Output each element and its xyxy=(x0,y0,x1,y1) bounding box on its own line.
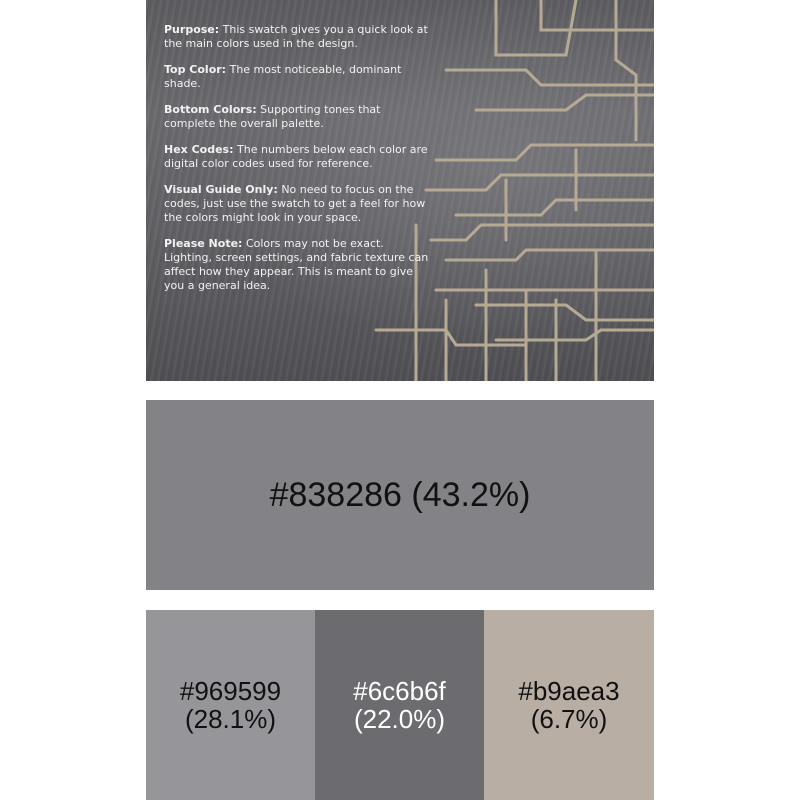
dominant-color-label: #838286 (43.2%) xyxy=(269,475,531,514)
swatch-hex: #969599 xyxy=(179,676,282,706)
swatch-notes xyxy=(164,23,432,305)
note-bottom-colors: Bottom Colors: Supporting tones that complete the overall palette. xyxy=(164,103,381,130)
note-visual-guide: Visual Guide Only: No need to focus on the codes, just use the swatch to get a feel for how the colors might look in your space. xyxy=(164,183,426,224)
rug-texture-image xyxy=(146,0,654,381)
swatch-hex: #b9aea3 xyxy=(518,676,620,706)
dominant-color-swatch xyxy=(146,400,654,590)
swatch-percent: (6.7%) xyxy=(530,704,608,734)
note-purpose: Purpose: This swatch gives you a quick look at the main colors used in the design. xyxy=(164,23,428,50)
secondary-color-swatch-1 xyxy=(146,610,315,800)
swatch-percent: (22.0%) xyxy=(353,704,446,734)
note-please-note: Please Note: Colors may not be exact. Lighting, screen settings, and fabric texture can affect how they appear. This is meant to give you a general idea. xyxy=(164,237,429,292)
note-hex-codes: Hex Codes: The numbers below each color are digital color codes used for reference. xyxy=(164,143,428,170)
note-top-color: Top Color: The most noticeable, dominant shade. xyxy=(164,63,402,90)
swatch-percent: (28.1%) xyxy=(184,704,277,734)
secondary-color-swatch-2 xyxy=(315,610,484,800)
secondary-color-swatch-3 xyxy=(484,610,654,800)
swatch-hex: #6c6b6f xyxy=(353,676,446,706)
